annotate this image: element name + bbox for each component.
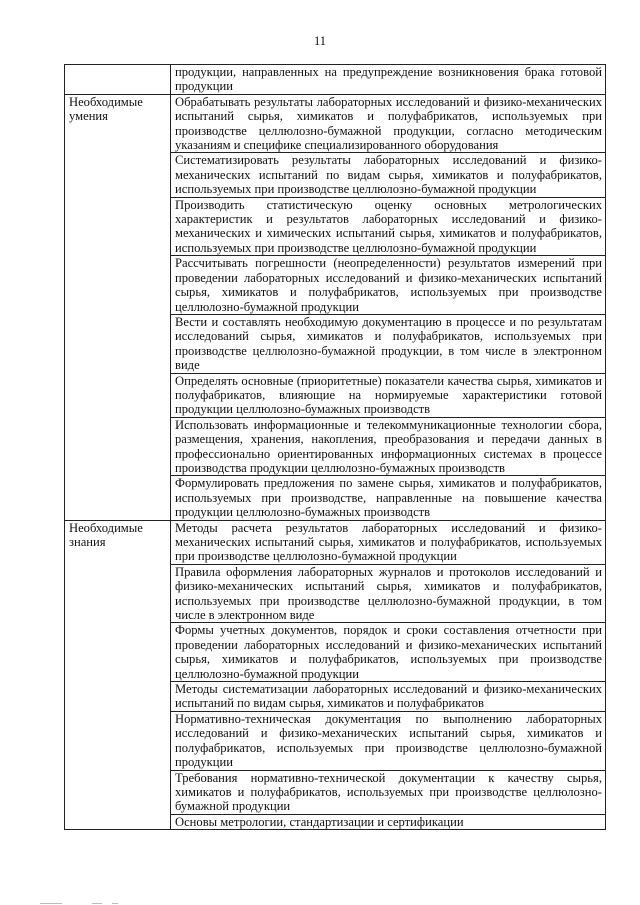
requirement-text: Нормативно-техническая документация по выполнению лабораторных исследований и физико-механических испытаний сырья, химикатов и полуфабрикатов, используемых при производстве целлюлозно-бумажной продукции bbox=[171, 711, 606, 770]
table-row bbox=[65, 65, 606, 95]
section-label bbox=[65, 65, 171, 95]
requirement-text: Определять основные (приоритетные) показатели качества сырья, химикатов и полуфабрикатов, влияющие на нормируемые характеристики готовой продукции целлюлозно-бумажных производств bbox=[171, 373, 606, 417]
requirement-text: Методы систематизации лабораторных исследований и физико-механических испытаний по видам сырья, химикатов и полуфабрикатов bbox=[171, 682, 606, 712]
requirement-text: Формы учетных документов, порядок и сроки составления отчетности при проведении лабораторных исследований и физико-механических испытаний сырья, химикатов и полуфабрикатов, используемых при производстве целлюлозно-бумажной продукции bbox=[171, 623, 606, 682]
requirement-text: Правила оформления лабораторных журналов и протоколов исследований и физико-механических испытаний сырья, химикатов и полуфабрикатов, используемых при производстве целлюлозно-бумажной продукции, в том числе в электронном виде bbox=[171, 564, 606, 623]
requirement-text: Формулировать предложения по замене сырья, химикатов и полуфабрикатов, используемых при производстве, направленные на повышение качества продукции целлюлозно-бумажных производств bbox=[171, 476, 606, 520]
table-row bbox=[65, 94, 606, 153]
scan-mark bbox=[40, 903, 62, 904]
requirement-text: Требования нормативно-технической документации к качеству сырья, химикатов и полуфабрикатов, используемых при производстве целлюлозно-бумажной продукции bbox=[171, 770, 606, 814]
requirement-text: продукции, направленных на предупреждение возникновения брака готовой продукции bbox=[171, 65, 606, 95]
requirement-text: Методы расчета результатов лабораторных исследований и физико-механических испытаний сырья, химикатов и полуфабрикатов, используемых при производстве целлюлозно-бумажной продукции bbox=[171, 520, 606, 564]
requirements-table-body bbox=[65, 65, 606, 830]
requirement-text: Вести и составлять необходимую документацию в процессе и по результатам исследований сырья, химикатов и полуфабрикатов, используемых при производстве целлюлозно-бумажной продукции, в том числе в электронном виде bbox=[171, 314, 606, 373]
requirement-text: Обрабатывать результаты лабораторных исследований и физико-механических испытаний сырья, химикатов и полуфабрикатов, используемых при производстве целлюлозно-бумажной продукции, согласно методическим указаниям и специфике специализированного оборудования bbox=[171, 94, 606, 153]
requirements-table bbox=[64, 64, 606, 830]
page-number: 11 bbox=[313, 34, 327, 48]
requirement-text: Использовать информационные и телекоммуникационные технологии сбора, размещения, хранения, накопления, преобразования и передачи данных в профессионально ориентированных информационных системах в процессе производства продукции целлюлозно-бумажных производств bbox=[171, 417, 606, 476]
requirement-text: Систематизировать результаты лабораторных исследований и физико-механических испытаний по видам сырья, химикатов и полуфабрикатов, используемых при производстве целлюлозно-бумажной продукции bbox=[171, 153, 606, 197]
requirement-text: Основы метрологии, стандартизации и сертификации bbox=[171, 814, 606, 829]
section-label: Необходимые умения bbox=[65, 94, 171, 520]
scan-mark bbox=[112, 903, 118, 904]
section-label: Необходимые знания bbox=[65, 520, 171, 830]
requirement-text: Рассчитывать погрешности (неопределенности) результатов измерений при проведении лабораторных исследований и физико-механических испытаний сырья, химикатов и полуфабрикатов, используемых при производстве целлюлозно-бумажной продукции bbox=[171, 256, 606, 315]
scan-mark bbox=[92, 903, 102, 904]
table-row bbox=[65, 520, 606, 564]
requirement-text: Производить статистическую оценку основных метрологических характеристик и результатов лабораторных исследований и физико-механических и химических испытаний сырья, химикатов и полуфабрикатов, используемых при производстве целлюлозно-бумажной продукции bbox=[171, 197, 606, 256]
scan-edge bbox=[0, 901, 640, 905]
